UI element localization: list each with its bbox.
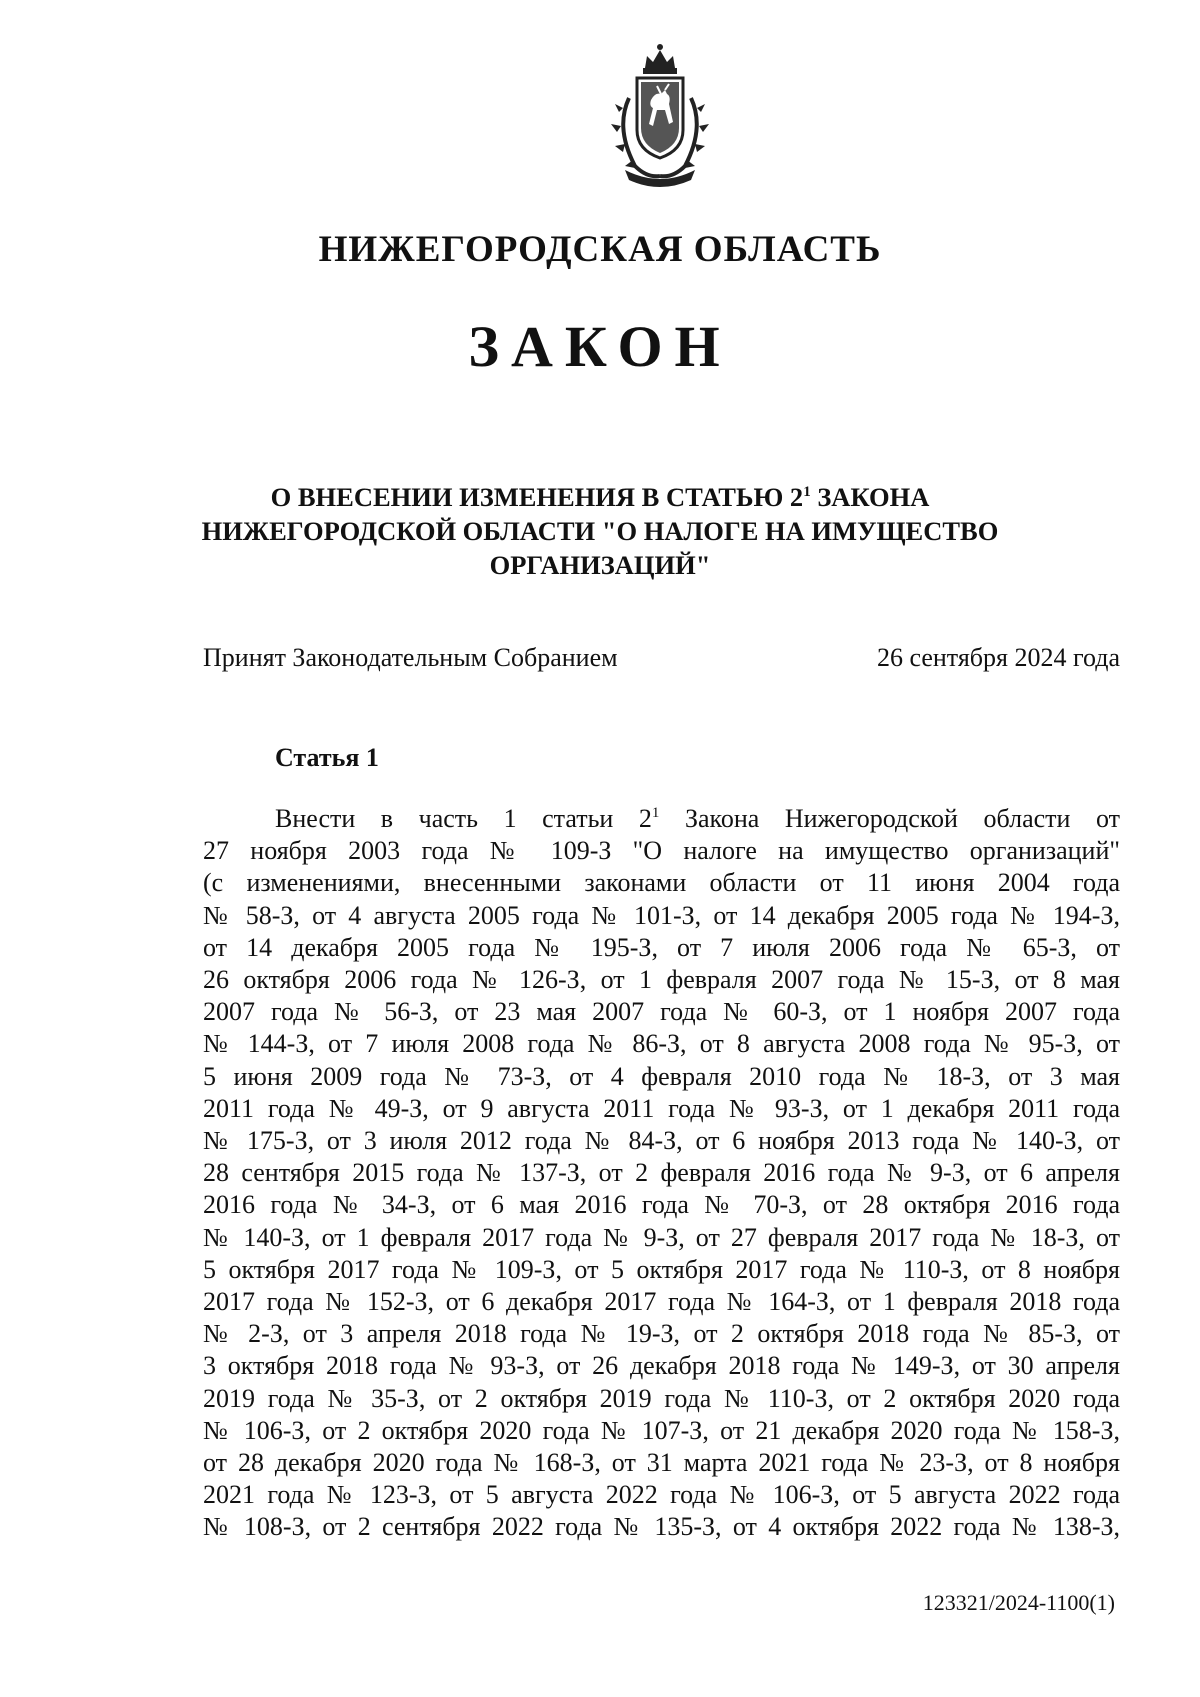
article-line: 2019 года № 35-З, от 2 октября 2019 года № 110-З, от 2 октября 2020 года <box>203 1383 1120 1413</box>
article-heading: Статья 1 <box>275 743 379 772</box>
article-line: 28 сентября 2015 года № 137-З, от 2 февраля 2016 года № 9-З, от 6 апреля <box>203 1158 1120 1188</box>
article-line: Внести в часть 1 статьи $2^1$ Закона Нижегородской области от <box>275 804 1120 833</box>
article-line: от 28 декабря 2020 года № 168-З, от 31 марта 2021 года № 23-З, от 8 ноября <box>203 1448 1120 1478</box>
title-line-3: ОРГАНИЗАЦИЙ" <box>489 550 711 580</box>
article-line: 5 октября 2017 года № 109-З, от 5 октября 2017 года № 110-З, от 8 ноября <box>203 1254 1120 1284</box>
region-name: НИЖЕГОРОДСКАЯ ОБЛАСТЬ <box>318 229 882 270</box>
article-line: от 14 декабря 2005 года № 195-З, от 7 июля 2006 года № 65-З, от <box>203 932 1120 962</box>
article-line: 3 октября 2018 года № 93-З, от 26 декабря 2018 года № 149-З, от 30 апреля <box>203 1351 1120 1381</box>
coat-of-arms-icon <box>585 38 735 188</box>
article-line: 2007 года № 56-З, от 23 мая 2007 года № 60-З, от 1 ноября 2007 года <box>203 997 1120 1027</box>
article-line: № 175-З, от 3 июля 2012 года № 84-З, от 6 ноября 2013 года № 140-З, от <box>203 1126 1120 1156</box>
article-line: 26 октября 2006 года № 126-З, от 1 февраля 2007 года № 15-З, от 8 мая <box>203 965 1120 995</box>
coat-of-arms-graphic <box>585 38 735 188</box>
article-line: 5 июня 2009 года № 73-З, от 4 февраля 2010 года № 18-З, от 3 мая <box>203 1061 1120 1091</box>
article-body <box>203 803 1120 1544</box>
adoption-row <box>203 643 1120 673</box>
adopted-by: Принят Законодательным Собранием <box>203 643 618 672</box>
article-line: 2021 года № 123-З, от 5 августа 2022 года № 106-З, от 5 августа 2022 года <box>203 1480 1120 1510</box>
article-line: (с изменениями, внесенными законами области от 11 июня 2004 года <box>203 868 1120 898</box>
law-title <box>200 480 1000 582</box>
article-line: № 2-З, от 3 апреля 2018 года № 19-З, от 2 октября 2018 года № 85-З, от <box>203 1319 1120 1349</box>
adoption-date: 26 сентября 2024 года <box>876 643 1120 672</box>
article-line: 2016 года № 34-З, от 6 мая 2016 года № 70-З, от 28 октября 2016 года <box>203 1190 1120 1220</box>
document-number: 123321/2024-1100(1) <box>922 1590 1115 1615</box>
document-type: ЗАКОН <box>468 314 732 379</box>
article-line: 2017 года № 152-З, от 6 декабря 2017 года № 164-З, от 1 февраля 2018 года <box>203 1287 1120 1317</box>
article-line: № 144-З, от 7 июля 2008 года № 86-З, от 8 августа 2008 года № 95-З, от <box>203 1029 1120 1059</box>
article-line: № 140-З, от 1 февраля 2017 года № 9-З, от 27 февраля 2017 года № 18-З, от <box>203 1222 1120 1252</box>
article-line: № 106-З, от 2 октября 2020 года № 107-З, от 21 декабря 2020 года № 158-З, <box>203 1415 1120 1445</box>
article-line: № 108-З, от 2 сентября 2022 года № 135-З, от 4 октября 2022 года № 138-З, <box>203 1512 1120 1542</box>
article-line: № 58-З, от 4 августа 2005 года № 101-З, от 14 декабря 2005 года № 194-З, <box>203 900 1120 930</box>
title-line-2: НИЖЕГОРОДСКОЙ ОБЛАСТИ "О НАЛОГЕ НА ИМУЩЕСТВО <box>201 516 999 546</box>
title-line-1: О ВНЕСЕНИИ ИЗМЕНЕНИЯ В СТАТЬЮ $2^1$ ЗАКОНА <box>270 482 930 512</box>
article-line: 27 ноября 2003 года № 109-З "О налоге на имущество организаций" <box>203 836 1120 866</box>
article-line: 2011 года № 49-З, от 9 августа 2011 года № 93-З, от 1 декабря 2011 года <box>203 1093 1120 1123</box>
